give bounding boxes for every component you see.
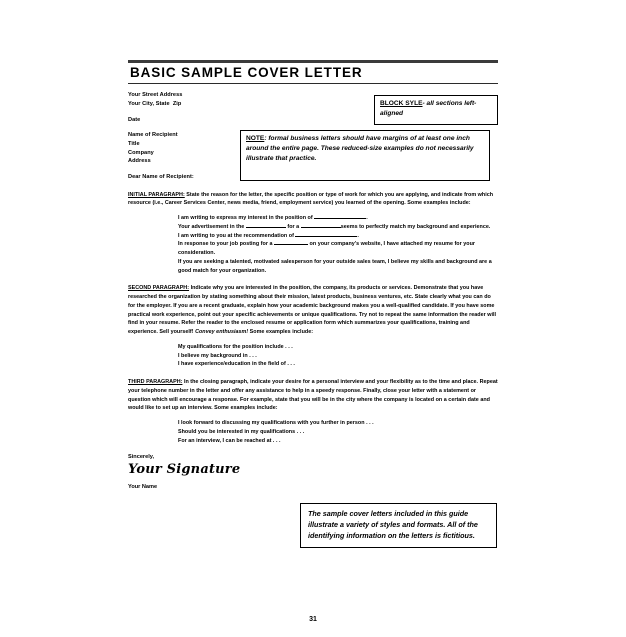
example-line: For an interview, I can be reached at . . . [178, 437, 281, 444]
closing-your-name: Your Name [128, 484, 158, 491]
example-text: I am writing to you at the recommendation of [178, 232, 294, 239]
fill-in-blank [246, 227, 286, 228]
example-line: I believe my background in . . . [178, 352, 257, 359]
callout-sample-text: The sample cover letters included in this guide illustrate a variety of styles and formats. All of the identifying information on the letters is fictitious. [308, 509, 478, 540]
example-line [178, 258, 498, 276]
example-line: I have experience/education in the field of . . . [178, 361, 295, 368]
recipient-address: Address [128, 158, 151, 165]
page-number: 31 [309, 616, 317, 623]
example-line: I am writing to express my interest in the position of . [178, 215, 368, 222]
callout-block-style-keyword: BLOCK SYLE [380, 100, 423, 107]
example-line [178, 240, 498, 258]
paragraph-third [128, 378, 498, 413]
paragraph-second-lead: SECOND PARAGRAPH: [128, 285, 190, 292]
callout-sample-letters [300, 503, 497, 548]
paragraph-third-body: In the closing paragraph, indicate your desire for a personal interview and your flexibility as to the time and place. Repeat your telephone number in the letter and offer any assistance to help in a speedy response. Finally, close your letter with a statement or question which will encourage a response. For example, state that you will be in the city where the company is located on a certain date and would like to set up an interview. [128, 379, 498, 412]
page-title: BASIC SAMPLE COVER LETTER [130, 64, 363, 80]
examples-initial [178, 214, 498, 275]
example-line: I am writing to you at the recommendation of . [178, 232, 359, 239]
paragraph-initial-lead: INITIAL PARAGRAPH: [128, 191, 185, 198]
title-rule-bottom [128, 83, 498, 85]
paragraph-third-body-tail: Some examples include: [212, 405, 278, 412]
sender-street: Your Street Address [128, 92, 183, 99]
paragraph-second-body-italic: Convey enthusiasm! [193, 329, 249, 336]
example-line: Should you be interested in my qualifications . . . [178, 428, 305, 435]
paragraph-third-lead: THIRD PARAGRAPH: [128, 379, 183, 386]
example-text: In response to your job posting for a [178, 241, 273, 248]
callout-note [240, 130, 490, 181]
paragraph-initial [128, 191, 498, 209]
fill-in-blank [274, 244, 308, 245]
examples-second [178, 343, 498, 369]
paragraph-initial-body: State the reason for the letter, the specific position or type of work for which you are applying, and indicate from which resource (i.e., Career Services Center, news media, friend, employment service) you learned of the opening. Some examples include: [128, 191, 494, 207]
fill-in-blank [295, 236, 357, 237]
example-text-end: seems to perfectly match my background and experience. [340, 223, 491, 230]
closing-sincerely: Sincerely, [128, 454, 155, 461]
example-text: I am writing to express my interest in the position of [178, 215, 313, 222]
date-line: Date [128, 116, 141, 123]
callout-note-keyword: NOTE [246, 135, 265, 142]
sender-city-state-zip: Your City, State Zip [128, 100, 182, 107]
recipient-name: Name of Recipient [128, 132, 178, 139]
example-text-mid: for a [287, 223, 300, 230]
callout-note-text: : formal business letters should have margins of at least one inch around the entire page. These reduced-size examples do not necessarily illustrate that practice. [246, 135, 474, 162]
fill-in-blank [314, 218, 366, 219]
callout-block-style-text: - all sections left-aligned [380, 100, 477, 117]
closing-block [128, 453, 498, 492]
paragraph-second-body-tail: Some examples include: [248, 329, 314, 336]
examples-third [178, 419, 498, 445]
paragraph-second-body: Indicate why you are interested in the position, the company, its products or services. Demonstrate that you have researched the organization by stating something about their mission, latest products, business ventures, etc. State clearly what you can do for the employer. If you are a recent graduate, explain how your academic background makes you a well-qualified candidate. If you have some practical work experience, point out your specific achievements or unique qualifications. Try not to repeat the same information the reader will find in your resume. Refer the reader to the enclosed resume or application form which summarizes your qualifications, training and experience. Sell yourself! [128, 285, 497, 336]
salutation-line: Dear Name of Recipient: [128, 173, 194, 180]
paragraph-second [128, 284, 498, 337]
example-line [178, 223, 498, 232]
example-text-end: on your company's website, I have attached my resume for your consideration. [178, 241, 476, 257]
callout-block-style [374, 95, 498, 125]
example-line: My qualifications for the position include . . . [178, 343, 293, 350]
fill-in-blank [301, 227, 341, 228]
example-text: Your advertisement in the [178, 223, 245, 230]
example-line: I look forward to discussing my qualifications with you further in person . . . [178, 420, 374, 427]
recipient-company: Company [128, 149, 154, 156]
signature-line: Your Signature [128, 462, 241, 478]
recipient-title: Title [128, 140, 140, 147]
example-text: If you are seeking a talented, motivated salesperson for your outside sales team, I believe my skills and background are a good match for your organization. [178, 258, 492, 274]
